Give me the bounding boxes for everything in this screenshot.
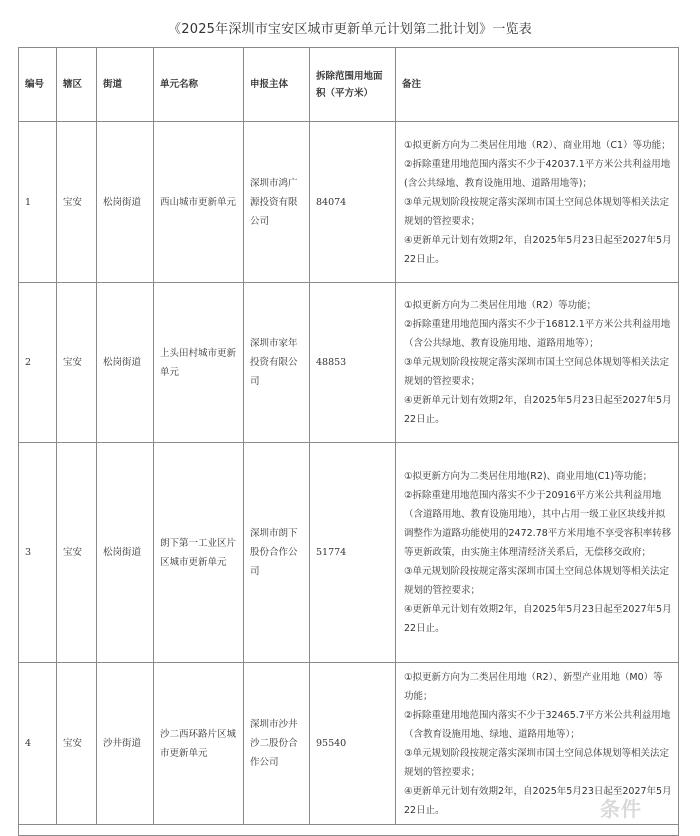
row-street: 松岗街道 [97,443,154,663]
empty-cell [19,825,679,836]
remark-line: ②拆除重建用地范围内落实不少于20916平方米公共利益用地（含道路用地、教育设施用地），其中占用一级工业区块线并拟调整作为道路功能使用的2472.78平方米用地不享受容积率转移等更新政策，由实施主体理清经济关系后，无偿移交政府； [404,490,672,558]
table-row [19,283,679,443]
row-unit-name: 朗下第一工业区片区城市更新单元 [154,443,244,663]
row-no: 4 [19,663,57,825]
row-district: 宝安 [57,443,97,663]
remark-line: ④更新单元计划有效期2年，自2025年5月23日起至2027年5月22日止。 [404,604,672,634]
header-remark: 备注 [396,48,679,122]
row-area: 51774 [310,443,396,663]
header-unit-name: 单元名称 [154,48,244,122]
row-district: 宝安 [57,663,97,825]
table-row [19,122,679,283]
row-street: 松岗街道 [97,283,154,443]
row-unit-name: 上头田村城市更新单元 [154,283,244,443]
header-district: 辖区 [57,48,97,122]
row-applicant: 深圳市朗下股份合作公司 [244,443,310,663]
row-no: 3 [19,443,57,663]
row-street: 松岗街道 [97,122,154,283]
row-unit-name: 沙二西环路片区城市更新单元 [154,663,244,825]
row-no: 2 [19,283,57,443]
row-applicant: 深圳市家年投资有限公司 [244,283,310,443]
remark-line: ③单元规划阶段按规定落实深圳市国土空间总体规划等相关法定规划的管控要求； [404,196,670,227]
table-row [19,443,679,663]
table-header-row [19,48,679,122]
remark-line: ②拆除重建用地范围内落实不少于16812.1平方米公共利益用地（含公共绿地、教育设施用地、道路用地等）； [404,319,671,349]
row-area: 84074 [310,122,396,283]
row-no: 1 [19,122,57,283]
watermark: 条件 [600,797,642,821]
row-unit-name: 西山城市更新单元 [154,122,244,283]
remark-line: ④更新单元计划有效期2年，自2025年5月23日起至2027年5月22日止。 [404,395,672,425]
row-remark [396,443,679,663]
row-area: 48853 [310,283,396,443]
row-district: 宝安 [57,283,97,443]
remark-line: ①拟更新方向为二类居住用地（R2）、新型产业用地（M0）等功能； [404,671,663,702]
row-remark [396,122,679,283]
remark-line: ④更新单元计划有效期2年，自2025年5月23日起至2027年5月22日止。 [404,234,672,265]
table-row [19,663,679,825]
remark-line: ③单元规划阶段按规定落实深圳市国土空间总体规划等相关法定规划的管控要求； [404,747,670,778]
remark-line: ②拆除重建用地范围内落实不少于32465.7平方米公共利益用地（含教育设施用地、绿地、道路用地等）； [404,709,671,740]
remark-line: ①拟更新方向为二类居住用地（R2）、商业用地（C1）等功能； [404,139,671,151]
row-remark [396,283,679,443]
row-street: 沙井街道 [97,663,154,825]
remark-line: ①拟更新方向为二类居住用地(R2)、商业用地(C1)等功能； [404,471,653,482]
remark-line: ③单元规划阶段按规定落实深圳市国土空间总体规划等相关法定规划的管控要求； [404,357,670,387]
header-street: 街道 [97,48,154,122]
page-title: 《2025年深圳市宝安区城市更新单元计划第二批计划》一览表 [168,22,532,37]
table-row-empty [19,825,679,836]
row-district: 宝安 [57,122,97,283]
row-applicant: 深圳市鸿广源投资有限公司 [244,122,310,283]
remark-line: ③单元规划阶段按规定落实深圳市国土空间总体规划等相关法定规划的管控要求； [404,566,670,596]
row-remark [396,663,679,825]
renewal-plan-table [18,47,679,836]
header-area: 拆除范围用地面积（平方米） [310,48,396,122]
row-applicant: 深圳市沙井沙二股份合作公司 [244,663,310,825]
remark-line: ②拆除重建用地范围内落实不少于42037.1平方米公共利益用地(含公共绿地、教育设施用地、道路用地等)； [404,158,671,189]
remark-line: ①拟更新方向为二类居住用地（R2）等功能； [404,300,597,311]
header-no: 编号 [19,48,57,122]
header-applicant: 申报主体 [244,48,310,122]
row-area: 95540 [310,663,396,825]
remark-line: ④更新单元计划有效期2年，自2025年5月23日起至2027年5月22日止。 [404,785,672,816]
